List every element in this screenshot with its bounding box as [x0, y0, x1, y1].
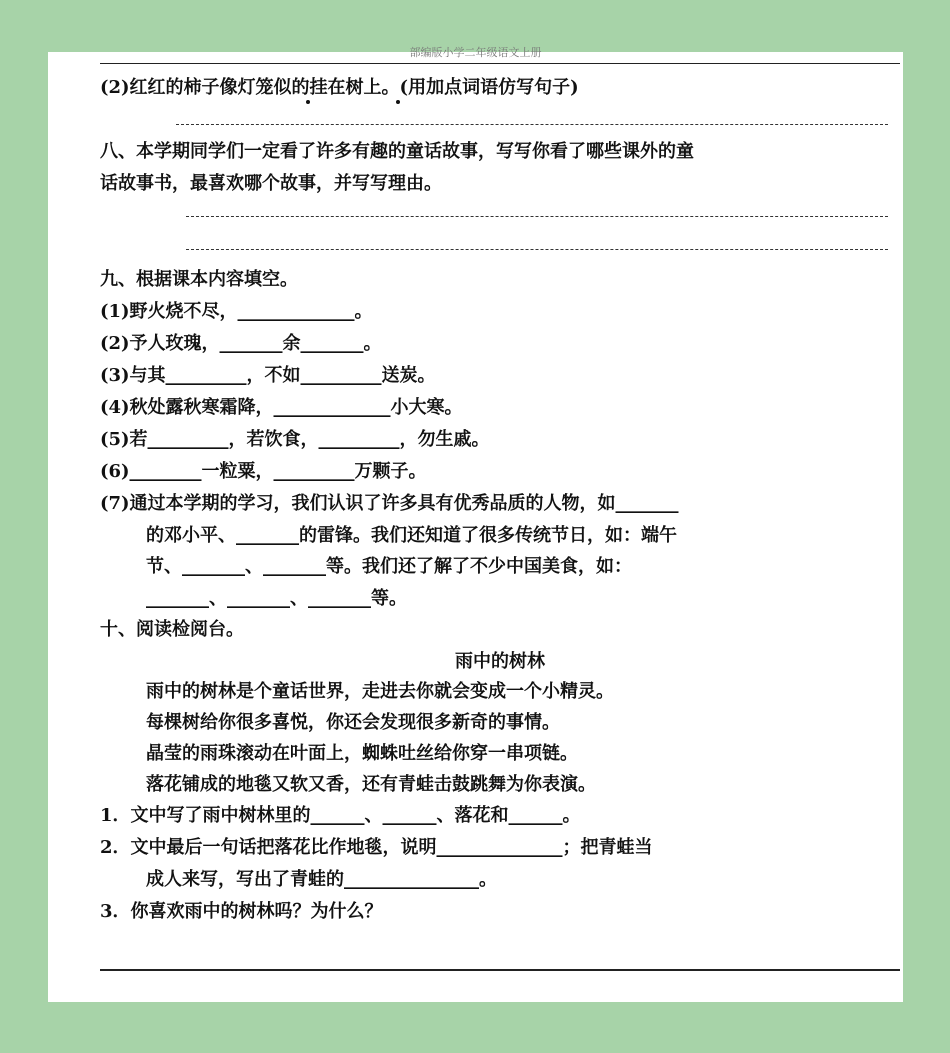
reading-question-3: 3．你喜欢雨中的树林吗？为什么？ [100, 901, 383, 922]
emphasis-dot [396, 100, 400, 104]
q8-line-2: 话故事书，最喜欢哪个故事，并写写理由。 [100, 173, 442, 194]
reading-question-2-line-2: 成人来写，写出了青蛙的_______________。 [146, 869, 497, 890]
passage-line-3: 晶莹的雨珠滚动在叶面上，蜘蛛吐丝给你穿一串项链。 [146, 743, 578, 764]
q9-item-7-line-1: (7)通过本学期的学习，我们认识了许多具有优秀品质的人物，如_______ [100, 493, 679, 514]
answer-line [176, 124, 888, 125]
reading-question-2-line-1: 2．文中最后一句话把落花比作地毯，说明______________；把青蛙当 [100, 837, 653, 858]
q9-item-1: (1)野火烧不尽，_____________。 [100, 301, 373, 322]
bottom-rule [100, 969, 900, 971]
q9-item-7-line-3: 节、_______、_______等。我们还了解了不少中国美食，如： [146, 556, 632, 577]
passage-line-4: 落花铺成的地毯又软又香，还有青蛙击鼓跳舞为你表演。 [146, 774, 596, 795]
q8-line-1: 八、本学期同学们一定看了许多有趣的童话故事，写写你看了哪些课外的童 [100, 141, 694, 162]
answer-line [186, 249, 888, 250]
worksheet-page [48, 46, 903, 1002]
reading-question-1: 1．文中写了雨中树林里的______、______、落花和______。 [100, 805, 581, 826]
q7-2-text: (2)红红的柿子像灯笼似的挂在树上。(用加点词语仿写句子) [100, 77, 579, 98]
q10-title: 十、阅读检阅台。 [100, 619, 244, 640]
top-rule [100, 63, 900, 64]
q9-title: 九、根据课本内容填空。 [100, 269, 298, 290]
page-header-text: 部编版小学二年级语文上册 [409, 46, 542, 58]
q9-item-4: (4)秋处露秋寒霜降，_____________小大寒。 [100, 397, 463, 418]
q9-item-6: (6)________一粒粟，_________万颗子。 [100, 461, 427, 482]
passage-title: 雨中的树林 [455, 651, 545, 672]
q9-item-3: (3)与其_________，不如_________送炭。 [100, 365, 436, 386]
q9-item-7-line-4: _______、_______、_______等。 [146, 588, 407, 609]
passage-line-1: 雨中的树林是个童话世界，走进去你就会变成一个小精灵。 [146, 681, 614, 702]
answer-line [186, 216, 888, 217]
q9-item-2: (2)予人玫瑰，_______余_______。 [100, 333, 382, 354]
emphasis-dot [306, 100, 310, 104]
q9-item-7-line-2: 的邓小平、_______的雷锋。我们还知道了很多传统节日，如：端午 [146, 525, 677, 546]
q9-item-5: (5)若_________，若饮食，_________，勿生戚。 [100, 429, 490, 450]
passage-line-2: 每棵树给你很多喜悦，你还会发现很多新奇的事情。 [146, 712, 560, 733]
